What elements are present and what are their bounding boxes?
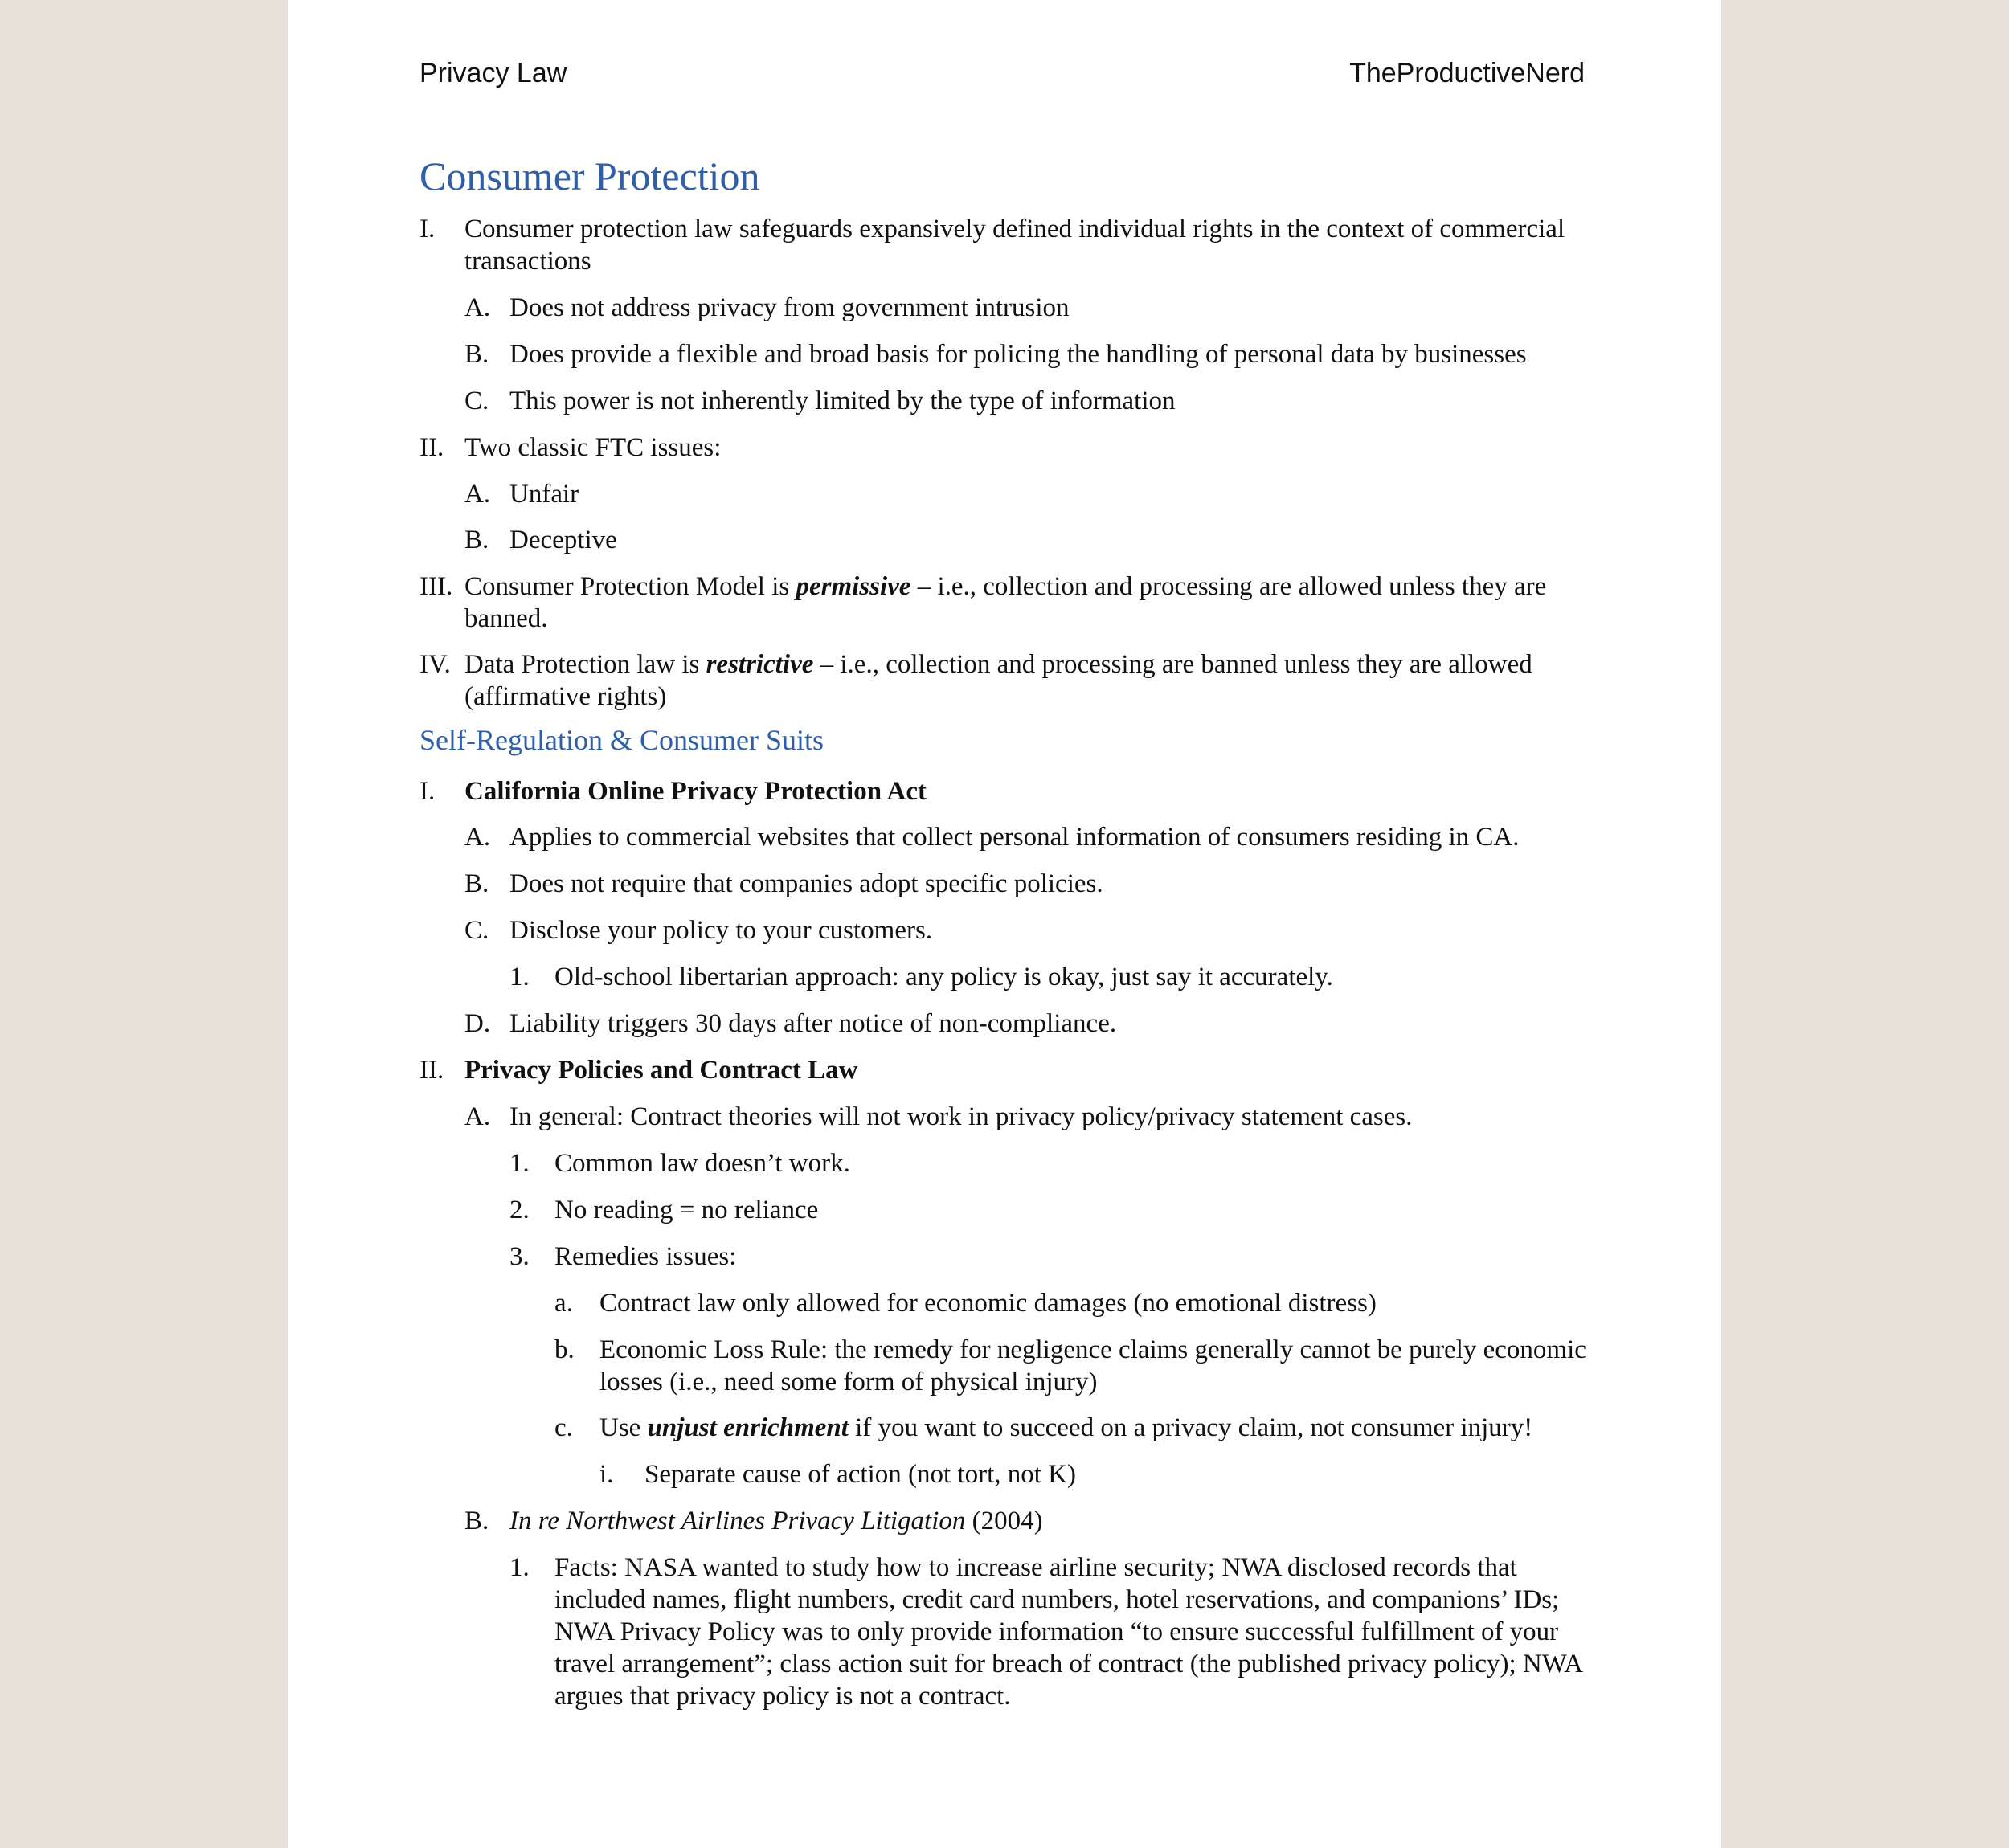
document-page (288, 0, 1721, 1848)
item-text: Applies to commercial websites that collect personal information of consumers residing in CA. (509, 823, 1520, 852)
item-number: b. (554, 1335, 575, 1364)
item-text: Two classic FTC issues: (464, 433, 722, 462)
text-post: if you want to succeed on a privacy claim, not consumer injury! (848, 1413, 1533, 1442)
item-text: Old-school libertarian approach: any policy is okay, just say it accurately. (554, 963, 1333, 991)
section-title-self-regulation: Self-Regulation & Consumer Suits (419, 724, 824, 756)
item-text: Liability triggers 30 days after notice of non-compliance. (509, 1009, 1117, 1038)
item-text: No reading = no reliance (554, 1196, 819, 1225)
item-text: Remedies issues: (554, 1242, 737, 1271)
item-text (464, 648, 1590, 713)
text-pre: Use (599, 1413, 648, 1442)
emphasis-term: unjust enrichment (647, 1413, 849, 1442)
item-number: C. (464, 916, 489, 945)
item-number: II. (419, 1056, 444, 1085)
item-number: 3. (509, 1242, 530, 1271)
item-text (509, 1505, 1590, 1537)
item-text: Separate cause of action (not tort, not K) (644, 1460, 1076, 1489)
text-post: – i.e., collection and processing are allowed unless they are banned. (464, 572, 1547, 633)
item-text: California Online Privacy Protection Act (464, 777, 927, 806)
emphasis-term: permissive (796, 572, 911, 601)
item-number: B. (464, 1507, 489, 1535)
item-text: Facts: NASA wanted to study how to increase airline security; NWA disclosed records that included names, flight numbers, credit card numbers, hotel reservations, and companions’ IDs; NWA Privacy Policy was to only provide information “to ensure successful fulfillment of your travel arrangement”; class action suit for breach of contract (the published privacy policy); NWA argues that privacy policy is not a contract. (554, 1553, 1582, 1711)
case-name: In re Northwest Airlines Privacy Litigation (509, 1507, 966, 1535)
item-number: C. (464, 386, 489, 415)
item-number: A. (464, 1102, 491, 1131)
item-number: B. (464, 340, 489, 369)
item-number: 1. (509, 963, 530, 991)
item-number: B. (464, 869, 489, 898)
item-number: I. (419, 215, 436, 243)
item-text (599, 1412, 1596, 1444)
item-number: III. (419, 572, 453, 601)
item-number: 2. (509, 1196, 530, 1225)
header-right-author: TheProductiveNerd (1349, 58, 1585, 88)
item-text: Does not address privacy from government intrusion (509, 293, 1070, 322)
item-number: a. (554, 1289, 573, 1318)
item-text: Privacy Policies and Contract Law (464, 1056, 858, 1085)
text-pre: Data Protection law is (464, 650, 706, 679)
item-text: Unfair (509, 480, 579, 509)
item-text: Does provide a flexible and broad basis for policing the handling of personal data by businesses (509, 340, 1527, 369)
item-text: Does not require that companies adopt specific policies. (509, 869, 1103, 898)
text-pre: Consumer Protection Model is (464, 572, 796, 601)
item-text (464, 570, 1590, 635)
header-left-title: Privacy Law (419, 58, 567, 88)
item-text: Economic Loss Rule: the remedy for negligence claims generally cannot be purely economic losses (i.e., need some form of physical injury) (599, 1335, 1586, 1396)
item-number: 1. (509, 1149, 530, 1178)
item-text: In general: Contract theories will not work in privacy policy/privacy statement cases. (509, 1102, 1413, 1131)
item-number: IV. (419, 650, 451, 679)
item-text: Consumer protection law safeguards expansively defined individual rights in the context of commercial transactions (464, 215, 1565, 276)
item-number: i. (599, 1460, 614, 1489)
item-number: A. (464, 480, 491, 509)
item-number: D. (464, 1009, 491, 1038)
item-text: Common law doesn’t work. (554, 1149, 850, 1178)
item-text: Contract law only allowed for economic damages (no emotional distress) (599, 1289, 1377, 1318)
item-text: This power is not inherently limited by the type of information (509, 386, 1176, 415)
item-number: B. (464, 525, 489, 554)
item-number: 1. (509, 1553, 530, 1582)
section-title-consumer-protection: Consumer Protection (419, 153, 760, 198)
item-number: II. (419, 433, 444, 462)
item-number: c. (554, 1413, 573, 1442)
item-number: A. (464, 823, 491, 852)
case-year: (2004) (965, 1507, 1043, 1535)
item-text: Deceptive (509, 525, 617, 554)
item-number: I. (419, 777, 436, 806)
text-post: – i.e., collection and processing are banned unless they are allowed (affirmative rights) (464, 650, 1532, 711)
item-text: Disclose your policy to your customers. (509, 916, 933, 945)
item-number: A. (464, 293, 491, 322)
emphasis-term: restrictive (706, 650, 814, 679)
